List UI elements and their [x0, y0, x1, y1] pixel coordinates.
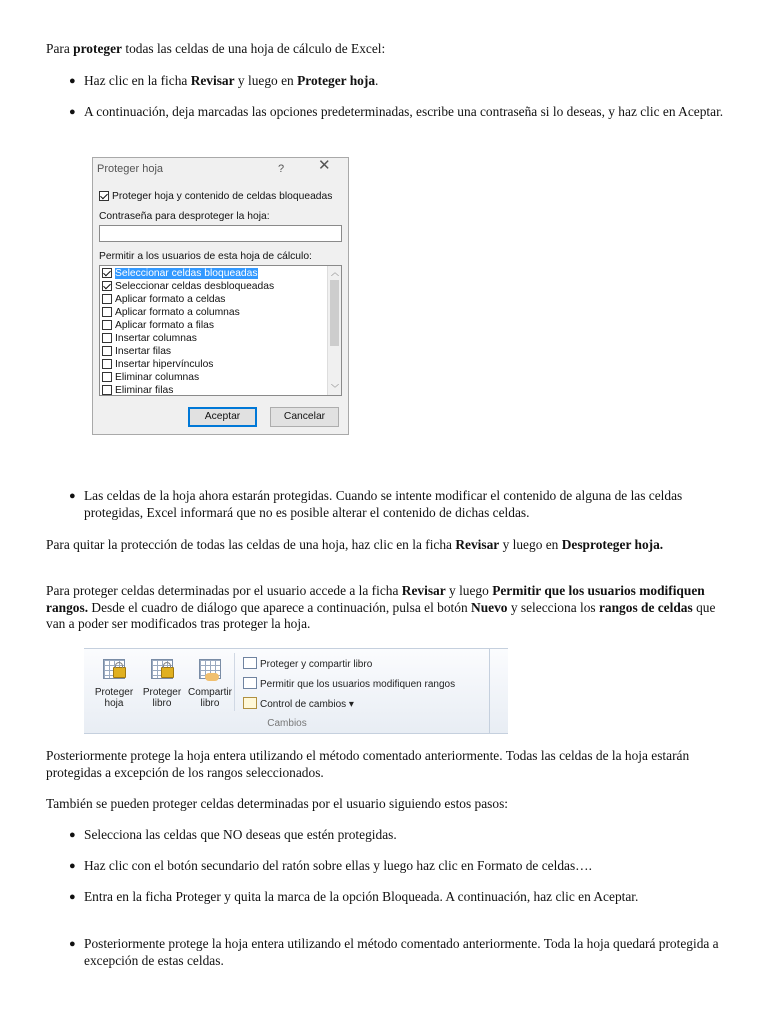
- list-item[interactable]: Seleccionar celdas desbloqueadas: [102, 280, 326, 293]
- close-icon[interactable]: ✕: [318, 157, 331, 174]
- allow-ranges-icon: [243, 677, 257, 689]
- list-item[interactable]: Eliminar filas: [102, 384, 326, 396]
- list-item[interactable]: Insertar columnas: [102, 332, 326, 345]
- list-item[interactable]: Aplicar formato a filas: [102, 319, 326, 332]
- protect-sheet-checkbox-label: Proteger hoja y contenido de celdas bloqueadas: [112, 191, 333, 202]
- list-item: ● A continuación, deja marcadas las opciones predeterminadas, escribe una contraseña si lo deseas, y haz clic en Aceptar.: [69, 104, 724, 119]
- paragraph: Para quitar la protección de todas las celdas de una hoja, haz clic en la ficha Revisar y luego en Desproteger hoja.: [46, 537, 664, 552]
- checkbox[interactable]: [102, 359, 112, 369]
- paragraph: Posteriormente protege la hoja entera utilizando el método comentado anteriormente. Todas las celdas de la hoja estarán protegidas a excepción de los rangos seleccionados.: [46, 748, 690, 780]
- paragraph: También se pueden proteger celdas determinadas por el usuario siguiendo estos pasos:: [46, 796, 509, 811]
- list-item: ● Haz clic en la ficha Revisar y luego en Proteger hoja.: [69, 73, 379, 88]
- permissions-list[interactable]: [99, 265, 342, 396]
- list-item: ● Posteriormente protege la hoja entera utilizando el método comentado anteriormente. Toda la hoja quedará protegida a excepción de estas celdas.: [69, 936, 719, 968]
- checkbox[interactable]: [102, 346, 112, 356]
- scrollbar[interactable]: [327, 266, 341, 395]
- checkbox[interactable]: [102, 307, 112, 317]
- chevron-down-icon[interactable]: ﹀: [331, 384, 339, 393]
- password-label: Contraseña para desproteger la hoja:: [99, 211, 270, 222]
- track-changes-button[interactable]: Control de cambios ▾: [243, 697, 354, 711]
- track-changes-icon: [243, 697, 257, 709]
- help-icon[interactable]: ?: [278, 163, 285, 175]
- list-item: ● Selecciona las celdas que NO deseas que estén protegidas.: [69, 827, 397, 842]
- protect-sheet-button[interactable]: Proteger hoja: [90, 657, 138, 709]
- protect-sheet-checkbox[interactable]: [99, 191, 109, 201]
- divider: [234, 653, 235, 711]
- list-item[interactable]: Aplicar formato a columnas: [102, 306, 326, 319]
- list-item[interactable]: Aplicar formato a celdas: [102, 293, 326, 306]
- permissions-label: Permitir a los usuarios de esta hoja de cálculo:: [99, 251, 312, 262]
- share-workbook-button[interactable]: Compartir libro: [186, 657, 234, 709]
- share-workbook-icon: [197, 657, 223, 681]
- checkbox[interactable]: [102, 333, 112, 343]
- checkbox[interactable]: [102, 268, 112, 278]
- allow-edit-ranges-button[interactable]: Permitir que los usuarios modifiquen rangos: [243, 677, 455, 691]
- checkbox[interactable]: [102, 385, 112, 395]
- checkbox[interactable]: [102, 320, 112, 330]
- list-item: ● Entra en la ficha Proteger y quita la marca de la opción Bloqueada. A continuación, haz clic en Aceptar.: [69, 889, 639, 904]
- checkbox[interactable]: [102, 294, 112, 304]
- paragraph: Para proteger celdas determinadas por el usuario accede a la ficha Revisar y luego Permitir que los usuarios modifiquen rangos. Desde el cuadro de diálogo que aparece a continuación, pulsa el botón Nuevo y selecciona los rangos de celdas que van a poder ser modificados tras proteger la hoja.: [46, 583, 716, 631]
- list-item: ● Las celdas de la hoja ahora estarán protegidas. Cuando se intente modificar el contenido de alguna de las celdas protegidas, Excel informará que no es posible alterar el contenido de dichas celdas.: [69, 488, 683, 520]
- protect-sheet-checkbox-row[interactable]: [99, 190, 332, 203]
- protect-workbook-button[interactable]: Proteger libro: [138, 657, 186, 709]
- dialog-title: Proteger hoja: [97, 163, 164, 175]
- protect-share-icon: [243, 657, 257, 669]
- list-item: ● Haz clic con el botón secundario del ratón sobre ellas y luego haz clic en Formato de celdas….: [69, 858, 592, 873]
- review-ribbon-changes-group: [84, 648, 508, 734]
- password-field[interactable]: [99, 225, 342, 242]
- list-item[interactable]: Insertar filas: [102, 345, 326, 358]
- divider: [489, 649, 490, 733]
- group-label: Cambios: [267, 718, 307, 729]
- chevron-up-icon[interactable]: ︿: [331, 268, 339, 277]
- ok-button[interactable]: Aceptar: [188, 407, 257, 427]
- cancel-button[interactable]: Cancelar: [270, 407, 339, 427]
- list-item[interactable]: Insertar hipervínculos: [102, 358, 326, 371]
- checkbox[interactable]: [102, 281, 112, 291]
- protect-share-workbook-button[interactable]: Proteger y compartir libro: [243, 657, 372, 671]
- intro-paragraph: Para proteger todas las celdas de una hoja de cálculo de Excel:: [46, 41, 386, 56]
- scroll-thumb[interactable]: [330, 280, 339, 346]
- list-item[interactable]: Eliminar columnas: [102, 371, 326, 384]
- list-item[interactable]: Seleccionar celdas bloqueadas: [102, 267, 326, 280]
- protect-sheet-dialog: [92, 157, 349, 435]
- protect-workbook-icon: [149, 657, 175, 681]
- checkbox[interactable]: [102, 372, 112, 382]
- protect-sheet-icon: [101, 657, 127, 681]
